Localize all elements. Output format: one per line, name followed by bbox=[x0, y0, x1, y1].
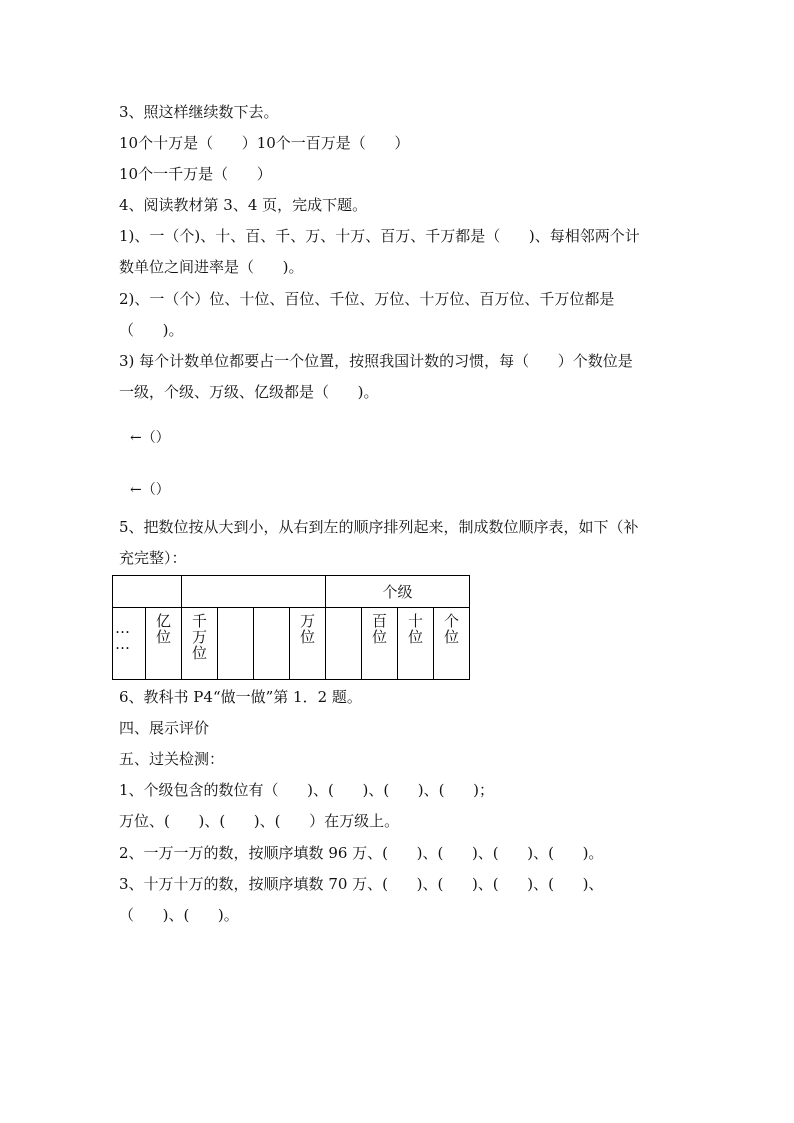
cell-yi-wei bbox=[146, 608, 182, 680]
cell-blank-3 bbox=[326, 608, 362, 680]
check-1-line-1: 1、个级包含的数位有（ )、( )、( )、( )； bbox=[119, 781, 494, 799]
qian-char: 千 bbox=[191, 612, 207, 630]
bai-wei-char: 位 bbox=[371, 628, 387, 646]
cell-ellipsis bbox=[113, 608, 146, 680]
header-ge-level-cell: 个级 bbox=[326, 576, 470, 608]
question-4-1-line-2: 数单位之间进率是（ )。 bbox=[119, 258, 304, 276]
question-4-2-line-2: （ )。 bbox=[119, 321, 184, 339]
check-3-line-1: 3、十万十万的数，按顺序填数 70 万、( )、( )、( )、( )、 bbox=[119, 875, 604, 893]
question-6: 6、教科书 P4“做一做”第 1．2 题。 bbox=[119, 688, 362, 706]
place-value-table bbox=[112, 575, 470, 680]
yi-wei-char: 位 bbox=[155, 628, 171, 646]
ellipsis-2: … bbox=[115, 635, 130, 653]
section-4-heading: 四、展示评价 bbox=[119, 719, 210, 737]
section-5-heading: 五、过关检测： bbox=[119, 750, 225, 768]
cell-ge-wei bbox=[434, 608, 470, 680]
question-3-line-2: 10个一千万是（ ） bbox=[119, 165, 272, 183]
question-4-3-line-2: 一级，个级、万级、亿级都是（ )。 bbox=[119, 383, 379, 401]
ge-char: 个 bbox=[443, 612, 459, 630]
cell-blank-2 bbox=[254, 608, 290, 680]
question-4-2-line-1: 2)、一（个）位、十位、百位、千位、万位、十万位、百万位、千万位都是 bbox=[119, 290, 615, 308]
question-3-line-1: 10个十万是（ ）10个一百万是（ ） bbox=[119, 134, 410, 152]
question-4-3-line-1: 3) 每个计数单位都要占一个位置，按照我国计数的习惯，每（ ）个数位是 bbox=[119, 352, 633, 370]
arrow-blank-1: ←（） bbox=[130, 430, 170, 446]
wan-char: 万 bbox=[191, 628, 207, 646]
cell-blank-1 bbox=[218, 608, 254, 680]
shi-char: 十 bbox=[407, 612, 423, 630]
arrow-blank-2: ←（） bbox=[130, 482, 170, 498]
header-wan-level-cell bbox=[182, 576, 326, 608]
question-4-1-line-1: 1)、一（个)、十、百、千、万、十万、百万、千万都是（ )、每相邻两个计 bbox=[119, 227, 640, 245]
question-3-title: 3、照这样继续数下去。 bbox=[119, 103, 279, 121]
question-5-line-1: 5、把数位按从大到小，从右到左的顺序排列起来，制成数位顺序表，如下（补 bbox=[119, 518, 639, 536]
cell-qianwan-wei bbox=[182, 608, 218, 680]
cell-bai-wei bbox=[362, 608, 398, 680]
ellipsis-1: … bbox=[115, 619, 130, 637]
check-3-line-2: （ )、( )。 bbox=[119, 906, 239, 924]
yi-char: 亿 bbox=[155, 612, 171, 630]
cell-wan-wei bbox=[290, 608, 326, 680]
qianwan-wei-char: 位 bbox=[191, 644, 207, 662]
shi-wei-char: 位 bbox=[407, 628, 423, 646]
bai-char: 百 bbox=[371, 612, 387, 630]
check-1-line-2: 万位、( )、( )、( ）在万级上。 bbox=[119, 812, 400, 830]
ge-wei-char: 位 bbox=[443, 628, 459, 646]
wan-level-char: 万 bbox=[299, 612, 315, 630]
check-2: 2、一万一万的数，按顺序填数 96 万、( )、( )、( )、( )。 bbox=[119, 844, 604, 862]
question-4-title: 4、阅读教材第 3、4 页，完成下题。 bbox=[119, 196, 368, 214]
cell-shi-wei bbox=[398, 608, 434, 680]
header-yi-level-cell bbox=[113, 576, 182, 608]
question-5-line-2: 充完整）： bbox=[119, 549, 187, 567]
wan-wei-char: 位 bbox=[299, 628, 315, 646]
